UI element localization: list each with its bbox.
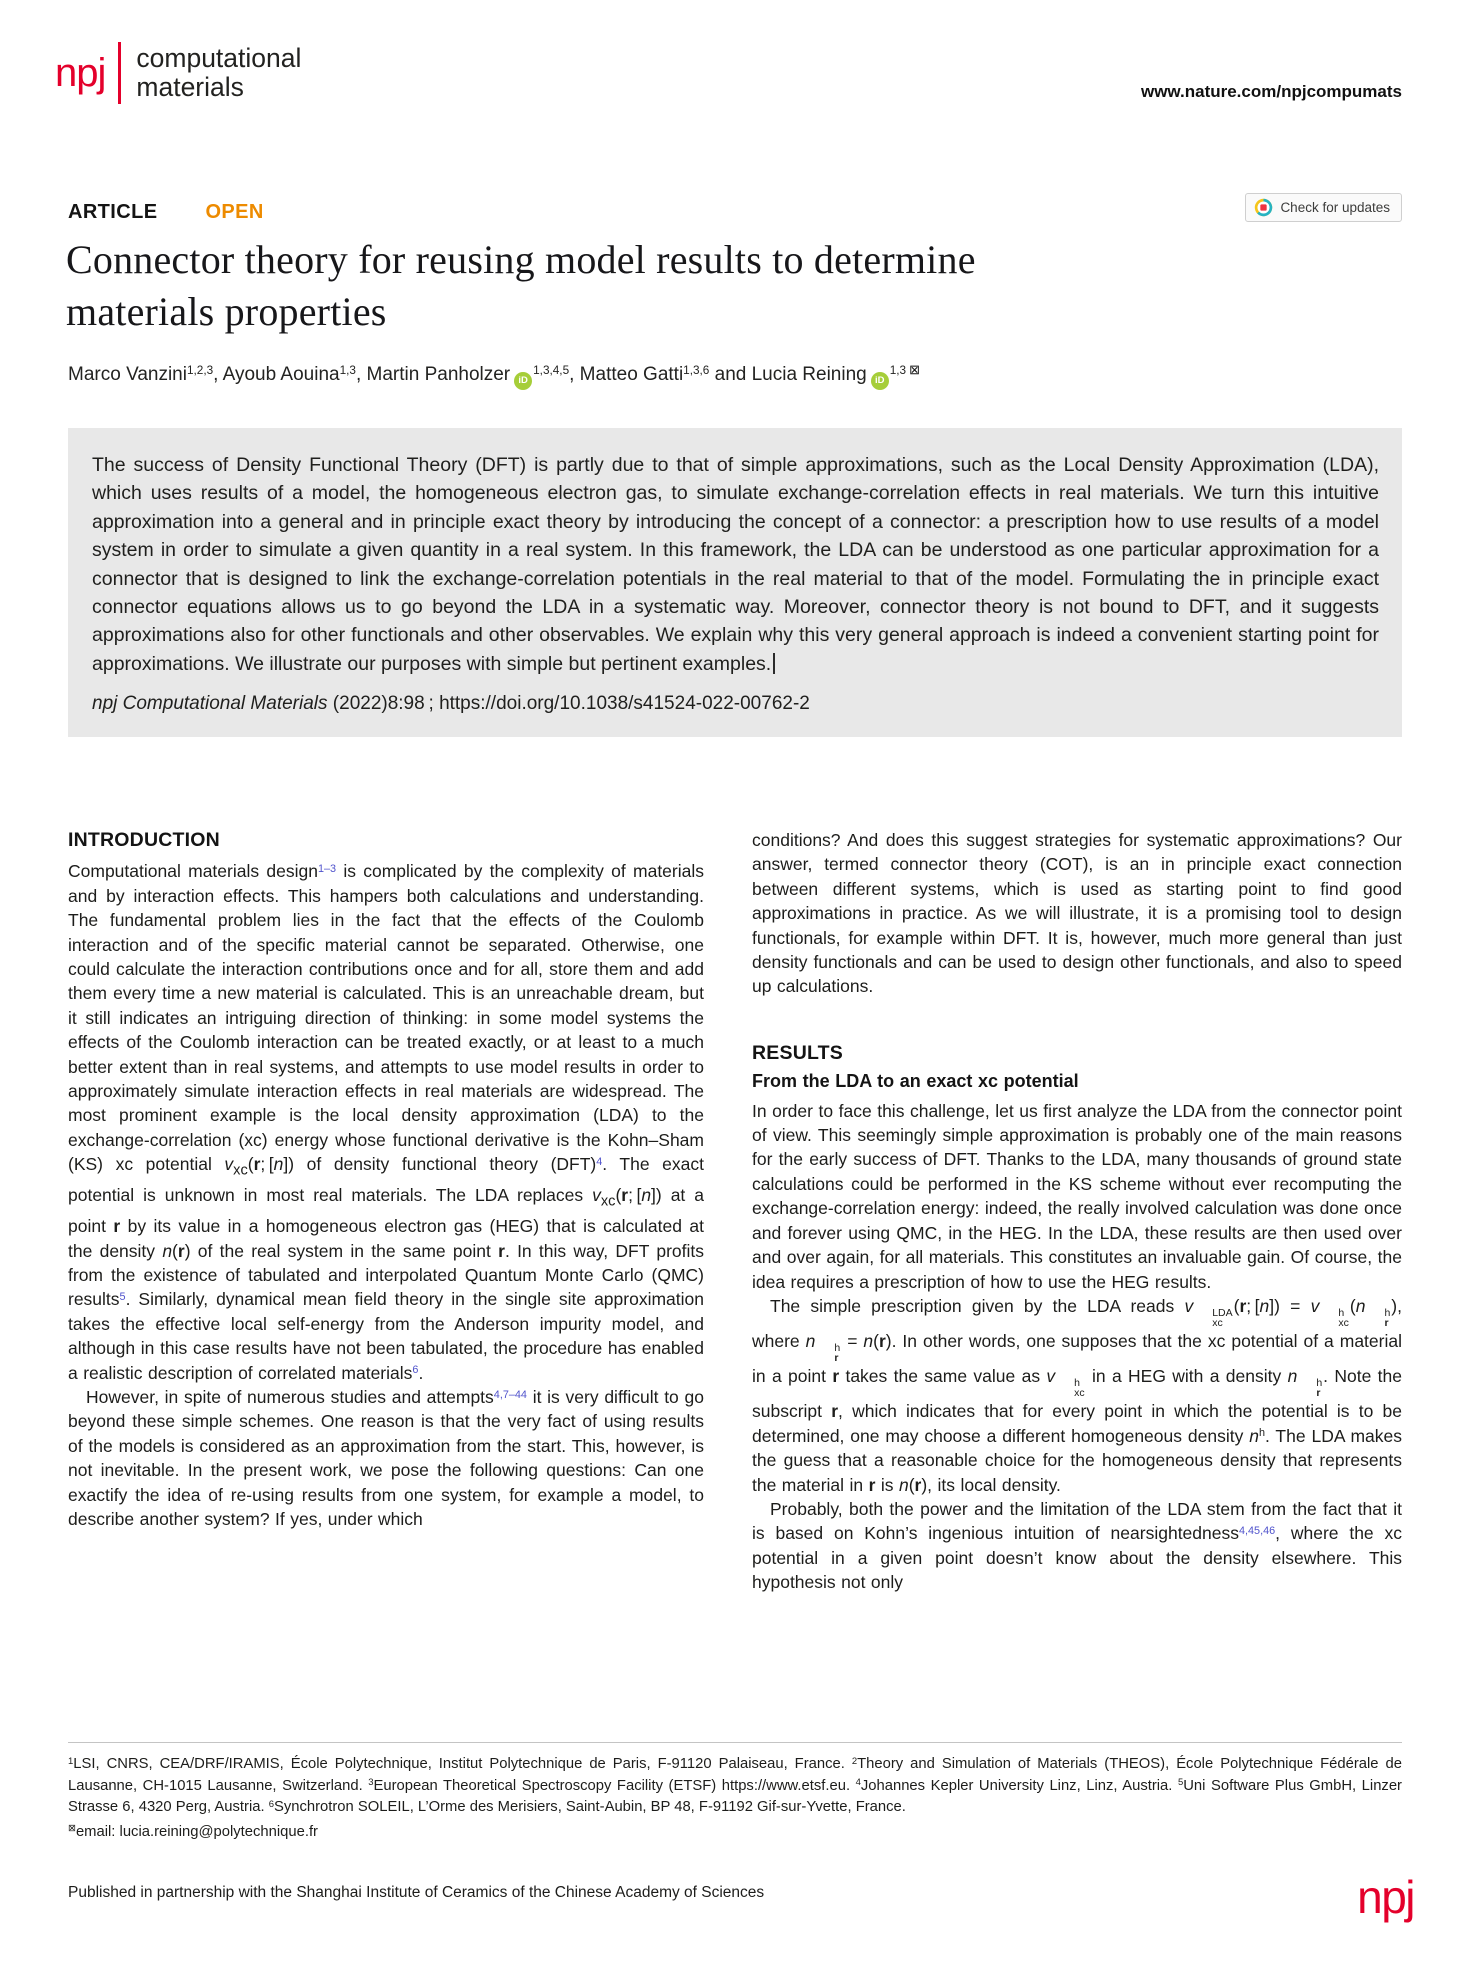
doi-link[interactable]: https://doi.org/10.1038/s41524-022-00762-2 — [439, 693, 810, 715]
affiliations: $^1$LSI, CNRS, CEA/DRF/IRAMIS, École Polytechnique, Institut Polytechnique de Paris, F-91120 Palaiseau, France. $^2$Theory and Simulation of Materials (THEOS), École Polytechnique Fédérale de Lausanne, CH-1015 Lausanne, Switzerland. $^3$European Theoretical Spectroscopy Facility (ETSF) https://www.etsf.eu. $^4$Johannes Kepler University Linz, Linz, Austria. $^5$Uni Software Plus GmbH, Linzer Strasse 6, 4320 Perg, Austria. $^6$Synchrotron SOLEIL, L’Orme des Merisiers, Saint-Aubin, BP 48, F-91192 Gif-sur-Yvette, France. — [68, 1755, 1402, 1815]
orcid-icon[interactable]: iD — [871, 372, 889, 390]
results-paragraph-3: Probably, both the power and the limitation of the LDA stem from the fact that it is based on Kohn’s ingenious intuition of nearsightedness$^{4,45,46}$, where the xc potential in a given point doesn’t know about the density elsewhere. This hypothesis not only — [752, 1498, 1402, 1593]
section-heading-introduction: INTRODUCTION — [68, 829, 220, 851]
ref-link[interactable]: 4,45,46 — [1238, 1524, 1276, 1537]
ref-link[interactable]: 4 — [596, 1155, 603, 1168]
check-for-updates-label: Check for updates — [1280, 200, 1390, 215]
ref-link[interactable]: 5 — [119, 1290, 126, 1303]
author-list: Marco Vanzini$^{1,2,3}$, Ayoub Aouina$^{1,3}$, Martin Panholzer iD$^{1,3,4,5}$, Matteo Gatti$^{1,3,6}$ and Lucia Reining iD$^{1,3}$ ⊠ — [68, 364, 920, 390]
article-type-label: ARTICLE — [68, 201, 158, 223]
text-cursor — [773, 653, 775, 674]
journal-name — [136, 44, 301, 102]
email-link[interactable]: lucia.reining@polytechnique.fr — [119, 1823, 318, 1840]
abstract-box — [68, 428, 1402, 737]
intro-paragraph-2: However, in spite of numerous studies and attempts$^{4,7-44}$ it is very difficult to go beyond these simple schemes. One reason is that the very fact of using results of the models is considered as an approximation from the start. This, however, is not inevitable. In the present work, we pose the following questions: Can one exactify the idea of re-using results from one system, for example a model, to describe another system? If yes, under which — [68, 1386, 704, 1529]
correspondence-email: ⊠email: lucia.reining@polytechnique.fr — [68, 1823, 318, 1840]
subsection-heading-lda: From the LDA to an exact xc potential — [752, 1071, 1079, 1092]
etsf-link[interactable]: https://www.etsf.eu — [721, 1777, 846, 1794]
ref-link[interactable]: 1–3 — [317, 862, 337, 875]
check-for-updates-button[interactable] — [1245, 193, 1402, 222]
ref-link[interactable]: 4,7–44 — [493, 1388, 527, 1401]
npj-logo-text: npj — [55, 51, 106, 95]
email-icon: ⊠ — [909, 361, 920, 377]
crossmark-icon — [1254, 198, 1273, 217]
partnership-note: Published in partnership with the Shanghai Institute of Ceramics of the Chinese Academy of Sciences — [68, 1884, 765, 1901]
right-column — [752, 828, 1402, 1595]
npj-logo — [55, 42, 301, 104]
results-paragraph-2: The simple prescription given by the LDA reads v LDA xc (r; [n]) = v h xc (n h r ), where n h r = n(r). In other words, one supposes that the xc potential of a material in a point r takes the same value as v h xc in a HEG with a density n h r . Note the subscript r, which indicates that for every point in which the potential is to be determined, one may choose a different homogeneous density $n^h$. The LDA makes the guess that a reasonable choice for the homogeneous density that represents the material in r is n(r), its local density. — [752, 1295, 1402, 1495]
email-icon: ⊠ — [68, 1823, 76, 1835]
open-access-label: OPEN — [205, 201, 264, 223]
left-column — [68, 828, 704, 1531]
ref-link[interactable]: 6 — [412, 1364, 419, 1377]
article-title-line2: materials properties — [66, 289, 387, 334]
section-heading-results: RESULTS — [752, 1041, 843, 1064]
masthead — [68, 201, 264, 224]
intro-paragraph-continued: conditions? And does this suggest strategies for systematic approximations? Our answer, termed connector theory (COT), is an in principle exact connection between different systems, which is used as starting point to find good approximations in practice. As we will illustrate, it is a promising tool to design functionals, for example within DFT. It is, however, much more general than just density functionals and can be used to design other functionals, and also to speed up calculations. — [752, 830, 1402, 997]
intro-paragraph-1: Computational materials design$^{1-3}$ is complicated by the complexity of materials and by interaction effects. This hampers both calculations and understanding. The fundamental problem lies in the fact that the effects of the Coulomb interaction and of the specific material cannot be separated. Otherwise, one could calculate the interaction contributions once and for all, store them and add them every time a new material is calculated. This is an unreachable dream, but it still indicates an intriguing direction of thinking: in some model systems the effects of the Coulomb interaction can be treated exactly, or at least to a much better extent than in real systems, and attempts to use model results in order to approximately simulate interaction effects in real materials are widespread. The most prominent example is the local density approximation (LDA) to the exchange-correlation (xc) energy whose functional derivative is the Kohn–Sham (KS) xc potential $v_{xc}(r$; [n]) of density functional theory (DFT)$^4$. The exact potential is unknown in most real materials. The LDA replaces $v_{xc}(r$; [n]) at a point r by its value in a homogeneous electron gas (HEG) that is calculated at the density n(r) of the real system in the same point r. In this way, DFT profits from the existence of tabulated and interpolated Quantum Monte Carlo (QMC) results$^5$. Similarly, dynamical mean field theory in the single site approximation takes the effective local self-energy from the Anderson impurity model, and although in this case results have not been tabulated, the procedure has enabled a realistic description of correlated materials$^6$. — [68, 861, 704, 1383]
journal-url: www.nature.com/npjcompumats — [1140, 82, 1402, 101]
npj-footer-logo: npj — [1357, 1871, 1414, 1923]
citation-line: npj Computational Materials (2022)8:98 ; https://doi.org/10.1038/s41524-022-00762-2 — [92, 693, 810, 715]
abstract-text: The success of Density Functional Theory (DFT) is partly due to that of simple approximations, such as the Local Density Approximation (LDA), which uses results of a model, the homogeneous electron gas, to simulate exchange-correlation effects in real materials. We turn this intuitive approximation into a general and in principle exact theory by introducing the concept of a connector: a prescription how to use results of a model system in order to simulate a given quantity in a real system. In this framework, the LDA can be understood as one particular approximation for a connector that is designed to link the exchange-correlation potentials in the real material to that of the model. Formulating the in principle exact connector equations allows us to go beyond the LDA in a systematic way. Moreover, connector theory is not bound to DFT, and it suggests approximations also for other functionals and other observables. We explain why this very general approach is indeed a convenient starting point for approximations. We illustrate our purposes with simple but pertinent examples. — [92, 454, 1379, 675]
journal-name-line1: computational — [136, 43, 302, 73]
results-paragraph-1: In order to face this challenge, let us first analyze the LDA from the connector point of view. This seemingly simple approximation is probably one of the main reasons for the early success of DFT. Thanks to the LDA, many thousands of ground state calculations could be performed in the KS scheme without ever recomputing the exchange-correlation energy: indeed, the really involved calculation was done once and forever using QMC, in the HEG. In the LDA, these results are then used over and over again, for all materials. This constitutes an invaluable gain. Of course, the idea requires a prescription of how to use the HEG results. — [752, 1100, 1402, 1292]
journal-name-line2: materials — [136, 72, 244, 102]
page-footer — [68, 1871, 1414, 1923]
orcid-icon[interactable]: iD — [514, 372, 532, 390]
logo-divider — [118, 42, 121, 104]
article-title-line1: Connector theory for reusing model results to determine — [66, 237, 976, 282]
footnotes — [68, 1742, 1402, 1843]
article-title — [66, 234, 976, 338]
